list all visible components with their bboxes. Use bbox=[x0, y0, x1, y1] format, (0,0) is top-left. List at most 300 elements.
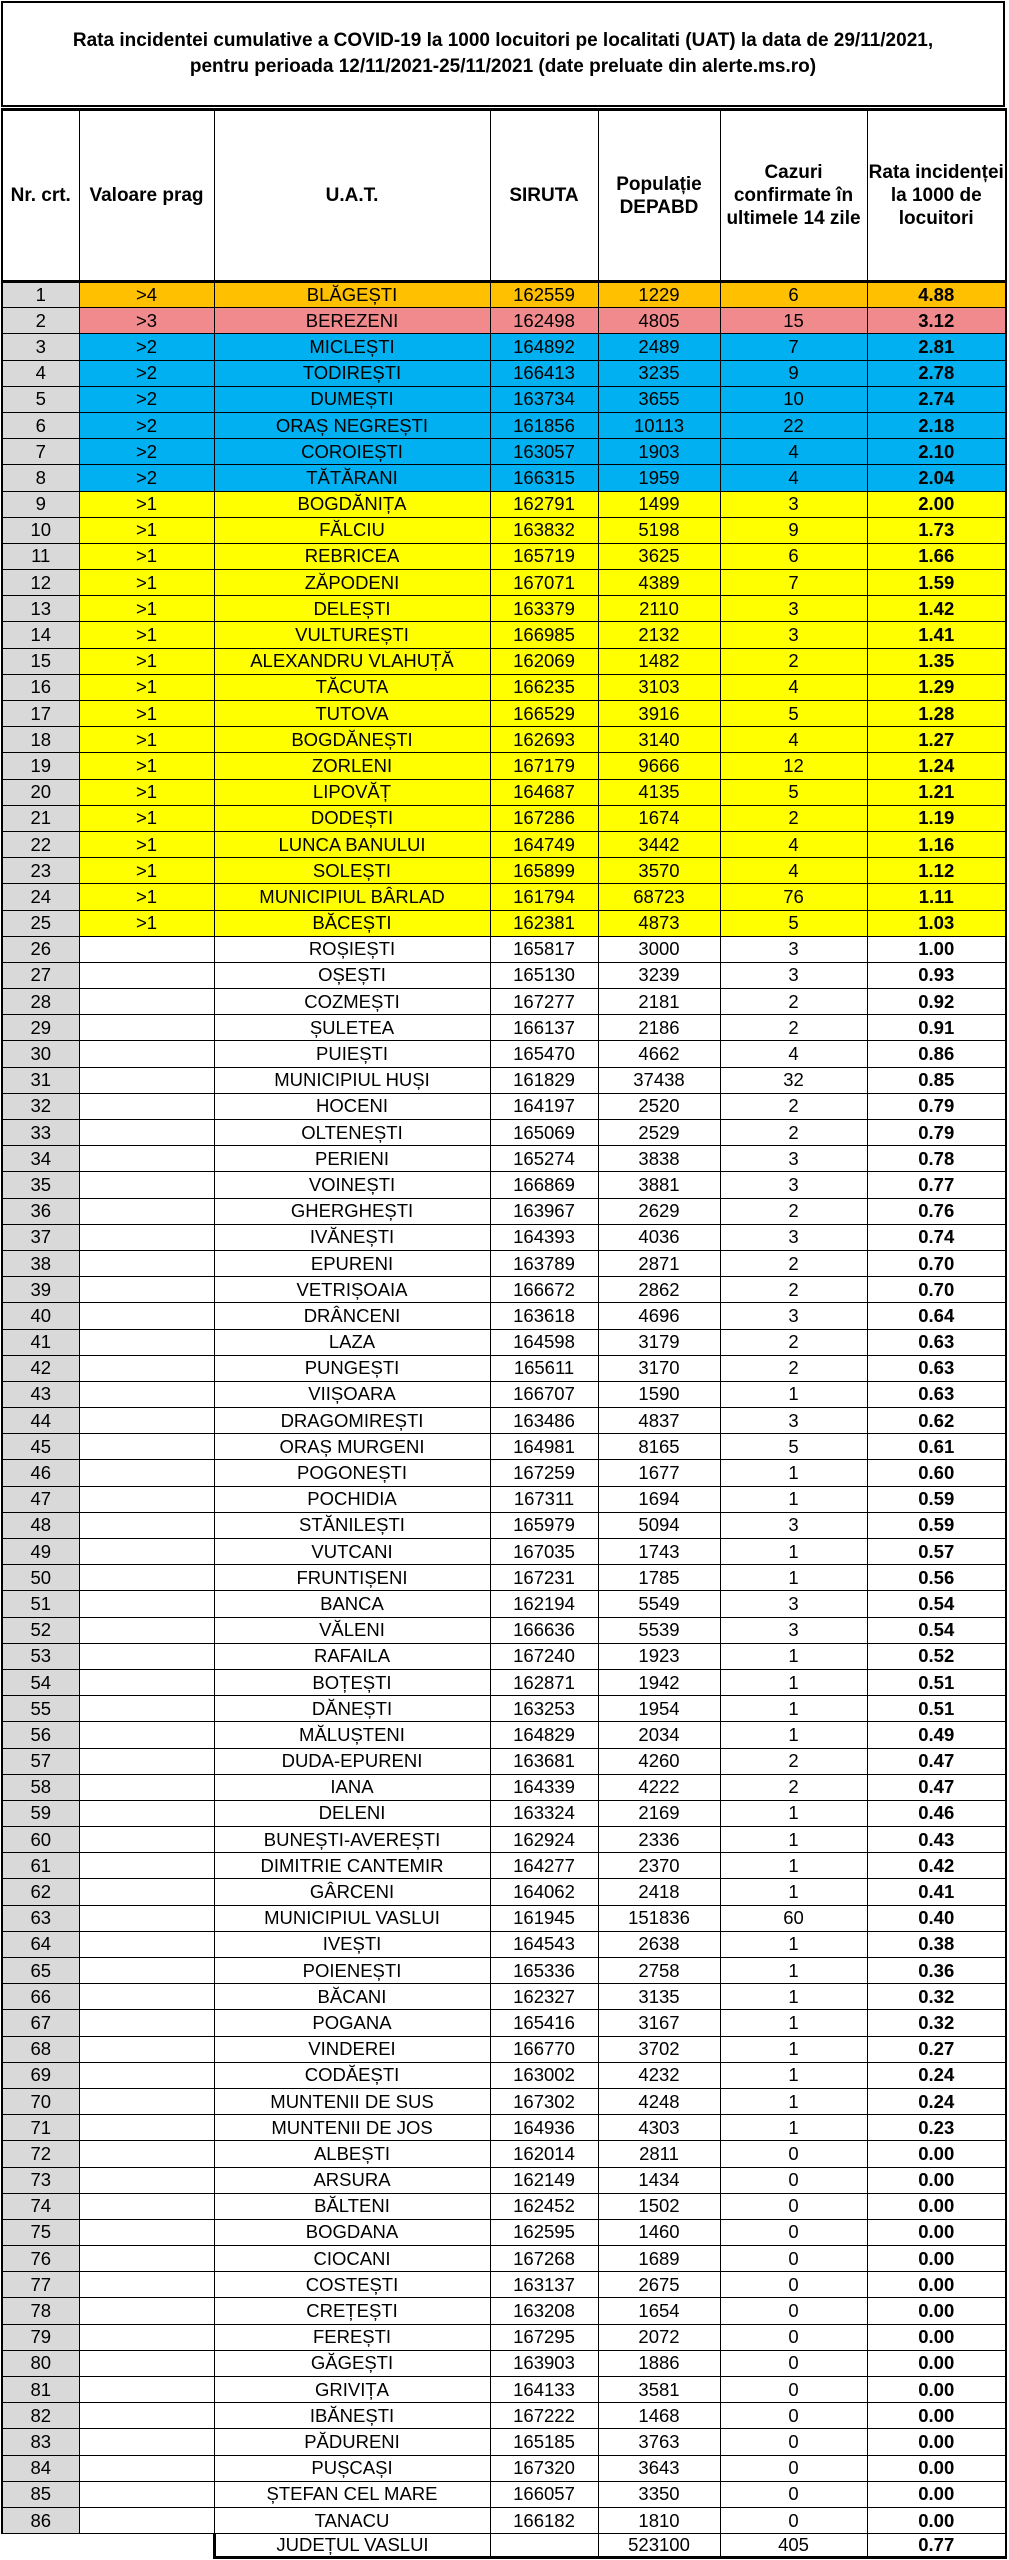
row-populatie: 2072 bbox=[598, 2324, 720, 2350]
row-prag bbox=[79, 2455, 214, 2481]
row-uat: DUMEȘTI bbox=[214, 386, 490, 412]
row-rata: 0.79 bbox=[867, 1120, 1006, 1146]
table-row bbox=[2, 386, 1006, 412]
row-nr: 70 bbox=[2, 2088, 79, 2114]
row-cazuri: 7 bbox=[720, 334, 867, 360]
row-prag: >1 bbox=[79, 779, 214, 805]
row-siruta: 167320 bbox=[490, 2455, 598, 2481]
row-nr: 22 bbox=[2, 831, 79, 857]
table-row bbox=[2, 1565, 1006, 1591]
row-rata: 0.00 bbox=[867, 2350, 1006, 2376]
row-uat: FĂLCIU bbox=[214, 517, 490, 543]
table-row bbox=[2, 1329, 1006, 1355]
row-cazuri: 0 bbox=[720, 2141, 867, 2167]
row-populatie: 3838 bbox=[598, 1146, 720, 1172]
row-cazuri: 0 bbox=[720, 2193, 867, 2219]
row-siruta: 162149 bbox=[490, 2167, 598, 2193]
row-siruta: 164598 bbox=[490, 1329, 598, 1355]
row-siruta: 166315 bbox=[490, 465, 598, 491]
table-row bbox=[2, 2377, 1006, 2403]
row-cazuri: 1 bbox=[720, 1800, 867, 1826]
row-prag bbox=[79, 2403, 214, 2429]
row-nr: 24 bbox=[2, 884, 79, 910]
row-nr: 1 bbox=[2, 282, 79, 308]
row-cazuri: 1 bbox=[720, 1853, 867, 1879]
row-uat: CREȚEȘTI bbox=[214, 2298, 490, 2324]
row-rata: 0.54 bbox=[867, 1591, 1006, 1617]
row-rata: 1.24 bbox=[867, 753, 1006, 779]
row-uat: PERIENI bbox=[214, 1146, 490, 1172]
row-cazuri: 1 bbox=[720, 2088, 867, 2114]
row-prag bbox=[79, 1512, 214, 1538]
table-row bbox=[2, 962, 1006, 988]
table-row bbox=[2, 1512, 1006, 1538]
row-prag bbox=[79, 1879, 214, 1905]
row-rata: 0.49 bbox=[867, 1722, 1006, 1748]
row-uat: BUNEȘTI-AVEREȘTI bbox=[214, 1827, 490, 1853]
row-siruta: 162327 bbox=[490, 1984, 598, 2010]
row-cazuri: 0 bbox=[720, 2481, 867, 2507]
row-siruta: 165069 bbox=[490, 1120, 598, 1146]
row-nr: 86 bbox=[2, 2507, 79, 2533]
row-uat: EPURENI bbox=[214, 1250, 490, 1276]
row-uat: PUNGEȘTI bbox=[214, 1355, 490, 1381]
total-empty-1 bbox=[2, 2534, 79, 2558]
row-prag bbox=[79, 1984, 214, 2010]
row-cazuri: 22 bbox=[720, 412, 867, 438]
row-nr: 6 bbox=[2, 412, 79, 438]
row-uat: CODĂEȘTI bbox=[214, 2062, 490, 2088]
row-uat: BOGDĂNEȘTI bbox=[214, 727, 490, 753]
row-populatie: 1460 bbox=[598, 2219, 720, 2245]
row-uat: POGONEȘTI bbox=[214, 1460, 490, 1486]
row-prag: >3 bbox=[79, 308, 214, 334]
row-cazuri: 2 bbox=[720, 805, 867, 831]
table-row bbox=[2, 1303, 1006, 1329]
row-siruta: 162381 bbox=[490, 910, 598, 936]
row-rata: 0.32 bbox=[867, 2010, 1006, 2036]
row-rata: 0.00 bbox=[867, 2324, 1006, 2350]
row-prag bbox=[79, 2429, 214, 2455]
row-populatie: 1743 bbox=[598, 1539, 720, 1565]
row-prag bbox=[79, 1958, 214, 1984]
row-uat: TANACU bbox=[214, 2507, 490, 2533]
row-uat: COZMEȘTI bbox=[214, 989, 490, 1015]
row-nr: 55 bbox=[2, 1696, 79, 1722]
row-nr: 62 bbox=[2, 1879, 79, 1905]
row-populatie: 3655 bbox=[598, 386, 720, 412]
row-prag bbox=[79, 1486, 214, 1512]
row-populatie: 2034 bbox=[598, 1722, 720, 1748]
row-rata: 4.88 bbox=[867, 282, 1006, 308]
row-populatie: 1959 bbox=[598, 465, 720, 491]
row-rata: 1.27 bbox=[867, 727, 1006, 753]
row-cazuri: 76 bbox=[720, 884, 867, 910]
row-nr: 67 bbox=[2, 2010, 79, 2036]
row-nr: 37 bbox=[2, 1224, 79, 1250]
row-siruta: 164062 bbox=[490, 1879, 598, 1905]
row-siruta: 167071 bbox=[490, 570, 598, 596]
row-uat: VULTUREȘTI bbox=[214, 622, 490, 648]
row-rata: 0.64 bbox=[867, 1303, 1006, 1329]
table-body bbox=[2, 282, 1006, 2534]
row-cazuri: 1 bbox=[720, 1565, 867, 1591]
row-uat: BEREZENI bbox=[214, 308, 490, 334]
row-prag: >1 bbox=[79, 858, 214, 884]
row-uat: COROIEȘTI bbox=[214, 439, 490, 465]
row-populatie: 3179 bbox=[598, 1329, 720, 1355]
row-populatie: 3643 bbox=[598, 2455, 720, 2481]
row-prag bbox=[79, 1722, 214, 1748]
row-siruta: 162559 bbox=[490, 282, 598, 308]
row-rata: 1.59 bbox=[867, 570, 1006, 596]
row-rata: 0.63 bbox=[867, 1329, 1006, 1355]
row-prag bbox=[79, 1146, 214, 1172]
row-populatie: 3350 bbox=[598, 2481, 720, 2507]
table-row bbox=[2, 543, 1006, 569]
row-nr: 13 bbox=[2, 596, 79, 622]
row-siruta: 166235 bbox=[490, 674, 598, 700]
row-nr: 65 bbox=[2, 1958, 79, 1984]
row-nr: 25 bbox=[2, 910, 79, 936]
row-rata: 0.43 bbox=[867, 1827, 1006, 1853]
row-rata: 0.60 bbox=[867, 1460, 1006, 1486]
row-prag bbox=[79, 2141, 214, 2167]
row-cazuri: 0 bbox=[720, 2167, 867, 2193]
table-row bbox=[2, 491, 1006, 517]
row-populatie: 2169 bbox=[598, 1800, 720, 1826]
row-siruta: 162924 bbox=[490, 1827, 598, 1853]
row-cazuri: 1 bbox=[720, 2036, 867, 2062]
row-siruta: 164981 bbox=[490, 1434, 598, 1460]
row-siruta: 165817 bbox=[490, 936, 598, 962]
row-nr: 23 bbox=[2, 858, 79, 884]
row-siruta: 166707 bbox=[490, 1381, 598, 1407]
row-rata: 0.42 bbox=[867, 1853, 1006, 1879]
row-populatie: 3625 bbox=[598, 543, 720, 569]
row-cazuri: 1 bbox=[720, 1696, 867, 1722]
row-populatie: 4837 bbox=[598, 1408, 720, 1434]
row-rata: 1.11 bbox=[867, 884, 1006, 910]
row-prag bbox=[79, 2507, 214, 2533]
row-nr: 17 bbox=[2, 701, 79, 727]
row-populatie: 4036 bbox=[598, 1224, 720, 1250]
row-prag bbox=[79, 2062, 214, 2088]
row-siruta: 167268 bbox=[490, 2246, 598, 2272]
row-prag: >2 bbox=[79, 439, 214, 465]
table-row bbox=[2, 2455, 1006, 2481]
table-row bbox=[2, 2481, 1006, 2507]
table-row bbox=[2, 2403, 1006, 2429]
row-siruta: 167179 bbox=[490, 753, 598, 779]
header-prag: Valoare prag bbox=[79, 110, 214, 282]
row-cazuri: 5 bbox=[720, 910, 867, 936]
row-populatie: 2871 bbox=[598, 1250, 720, 1276]
row-rata: 0.63 bbox=[867, 1381, 1006, 1407]
row-rata: 0.00 bbox=[867, 2141, 1006, 2167]
table-row bbox=[2, 1696, 1006, 1722]
row-siruta: 163681 bbox=[490, 1748, 598, 1774]
row-uat: ZĂPODENI bbox=[214, 570, 490, 596]
row-uat: MUNTENII DE JOS bbox=[214, 2115, 490, 2141]
table-row bbox=[2, 910, 1006, 936]
row-nr: 26 bbox=[2, 936, 79, 962]
row-prag bbox=[79, 1329, 214, 1355]
table-row bbox=[2, 1643, 1006, 1669]
row-nr: 14 bbox=[2, 622, 79, 648]
row-nr: 57 bbox=[2, 1748, 79, 1774]
row-populatie: 37438 bbox=[598, 1067, 720, 1093]
row-cazuri: 9 bbox=[720, 517, 867, 543]
row-prag bbox=[79, 1696, 214, 1722]
table-row bbox=[2, 701, 1006, 727]
row-nr: 9 bbox=[2, 491, 79, 517]
row-rata: 0.00 bbox=[867, 2246, 1006, 2272]
row-prag bbox=[79, 1827, 214, 1853]
row-rata: 0.36 bbox=[867, 1958, 1006, 1984]
row-nr: 54 bbox=[2, 1669, 79, 1695]
row-cazuri: 2 bbox=[720, 1120, 867, 1146]
row-rata: 0.91 bbox=[867, 1015, 1006, 1041]
row-nr: 49 bbox=[2, 1539, 79, 1565]
table-row bbox=[2, 308, 1006, 334]
table-title bbox=[1, 1, 1005, 107]
row-cazuri: 0 bbox=[720, 2272, 867, 2298]
row-uat: BOȚEȘTI bbox=[214, 1669, 490, 1695]
row-uat: PUIEȘTI bbox=[214, 1041, 490, 1067]
title-line-2: pentru perioada 12/11/2021-25/11/2021 (date preluate din alerte.ms.ro) bbox=[189, 56, 817, 77]
row-nr: 20 bbox=[2, 779, 79, 805]
row-populatie: 3881 bbox=[598, 1172, 720, 1198]
row-uat: DODEȘTI bbox=[214, 805, 490, 831]
row-prag bbox=[79, 1224, 214, 1250]
table-row bbox=[2, 1853, 1006, 1879]
row-nr: 4 bbox=[2, 360, 79, 386]
row-populatie: 4222 bbox=[598, 1774, 720, 1800]
row-cazuri: 1 bbox=[720, 1879, 867, 1905]
row-nr: 31 bbox=[2, 1067, 79, 1093]
row-nr: 28 bbox=[2, 989, 79, 1015]
row-prag: >1 bbox=[79, 491, 214, 517]
row-nr: 36 bbox=[2, 1198, 79, 1224]
row-populatie: 3170 bbox=[598, 1355, 720, 1381]
row-prag bbox=[79, 989, 214, 1015]
row-cazuri: 1 bbox=[720, 2115, 867, 2141]
row-prag: >1 bbox=[79, 805, 214, 831]
row-populatie: 3000 bbox=[598, 936, 720, 962]
row-populatie: 4873 bbox=[598, 910, 720, 936]
row-uat: MUNTENII DE SUS bbox=[214, 2088, 490, 2114]
row-siruta: 163832 bbox=[490, 517, 598, 543]
table-row bbox=[2, 805, 1006, 831]
row-siruta: 167231 bbox=[490, 1565, 598, 1591]
table-row bbox=[2, 1093, 1006, 1119]
row-rata: 2.10 bbox=[867, 439, 1006, 465]
row-nr: 69 bbox=[2, 2062, 79, 2088]
row-cazuri: 0 bbox=[720, 2298, 867, 2324]
row-nr: 32 bbox=[2, 1093, 79, 1119]
row-rata: 0.38 bbox=[867, 1931, 1006, 1957]
row-prag bbox=[79, 936, 214, 962]
table-row bbox=[2, 727, 1006, 753]
row-rata: 1.21 bbox=[867, 779, 1006, 805]
row-prag: >2 bbox=[79, 465, 214, 491]
row-uat: ȘULETEA bbox=[214, 1015, 490, 1041]
row-uat: MUNICIPIUL HUȘI bbox=[214, 1067, 490, 1093]
table-row bbox=[2, 1224, 1006, 1250]
row-rata: 0.70 bbox=[867, 1277, 1006, 1303]
row-nr: 58 bbox=[2, 1774, 79, 1800]
row-siruta: 162498 bbox=[490, 308, 598, 334]
row-cazuri: 4 bbox=[720, 727, 867, 753]
row-siruta: 162693 bbox=[490, 727, 598, 753]
row-populatie: 3239 bbox=[598, 962, 720, 988]
row-populatie: 3916 bbox=[598, 701, 720, 727]
row-cazuri: 3 bbox=[720, 1512, 867, 1538]
row-cazuri: 1 bbox=[720, 1381, 867, 1407]
row-nr: 68 bbox=[2, 2036, 79, 2062]
row-prag: >1 bbox=[79, 701, 214, 727]
row-siruta: 161829 bbox=[490, 1067, 598, 1093]
row-rata: 0.00 bbox=[867, 2377, 1006, 2403]
row-siruta: 167240 bbox=[490, 1643, 598, 1669]
row-rata: 0.00 bbox=[867, 2507, 1006, 2533]
row-nr: 30 bbox=[2, 1041, 79, 1067]
row-nr: 35 bbox=[2, 1172, 79, 1198]
row-nr: 43 bbox=[2, 1381, 79, 1407]
row-rata: 0.54 bbox=[867, 1617, 1006, 1643]
row-prag bbox=[79, 1408, 214, 1434]
table-row bbox=[2, 753, 1006, 779]
row-nr: 39 bbox=[2, 1277, 79, 1303]
table-row bbox=[2, 858, 1006, 884]
row-cazuri: 60 bbox=[720, 1905, 867, 1931]
row-prag: >1 bbox=[79, 517, 214, 543]
row-cazuri: 4 bbox=[720, 858, 867, 884]
row-populatie: 5094 bbox=[598, 1512, 720, 1538]
row-prag bbox=[79, 2272, 214, 2298]
row-nr: 44 bbox=[2, 1408, 79, 1434]
row-uat: MUNICIPIUL VASLUI bbox=[214, 1905, 490, 1931]
row-cazuri: 0 bbox=[720, 2403, 867, 2429]
row-uat: PĂDURENI bbox=[214, 2429, 490, 2455]
table-row bbox=[2, 1015, 1006, 1041]
row-uat: IBĂNEȘTI bbox=[214, 2403, 490, 2429]
row-prag bbox=[79, 2010, 214, 2036]
row-uat: RAFAILA bbox=[214, 1643, 490, 1669]
row-nr: 77 bbox=[2, 2272, 79, 2298]
table-row bbox=[2, 2115, 1006, 2141]
row-rata: 0.59 bbox=[867, 1512, 1006, 1538]
row-cazuri: 2 bbox=[720, 1748, 867, 1774]
row-prag bbox=[79, 2377, 214, 2403]
row-rata: 0.59 bbox=[867, 1486, 1006, 1512]
row-populatie: 1954 bbox=[598, 1696, 720, 1722]
row-uat: POIENEȘTI bbox=[214, 1958, 490, 1984]
row-nr: 38 bbox=[2, 1250, 79, 1276]
row-siruta: 163208 bbox=[490, 2298, 598, 2324]
row-rata: 0.76 bbox=[867, 1198, 1006, 1224]
row-uat: IVĂNEȘTI bbox=[214, 1224, 490, 1250]
row-uat: FRUNTIȘENI bbox=[214, 1565, 490, 1591]
row-siruta: 165611 bbox=[490, 1355, 598, 1381]
table-row bbox=[2, 2088, 1006, 2114]
row-siruta: 165130 bbox=[490, 962, 598, 988]
table-row bbox=[2, 1827, 1006, 1853]
row-rata: 0.00 bbox=[867, 2455, 1006, 2481]
row-cazuri: 4 bbox=[720, 831, 867, 857]
row-prag bbox=[79, 2298, 214, 2324]
row-rata: 0.00 bbox=[867, 2219, 1006, 2245]
row-siruta: 167035 bbox=[490, 1539, 598, 1565]
row-populatie: 1590 bbox=[598, 1381, 720, 1407]
row-populatie: 1886 bbox=[598, 2350, 720, 2376]
total-siruta bbox=[490, 2534, 598, 2558]
row-siruta: 164829 bbox=[490, 1722, 598, 1748]
row-siruta: 163967 bbox=[490, 1198, 598, 1224]
row-siruta: 166869 bbox=[490, 1172, 598, 1198]
row-siruta: 165470 bbox=[490, 1041, 598, 1067]
row-siruta: 165979 bbox=[490, 1512, 598, 1538]
row-populatie: 10113 bbox=[598, 412, 720, 438]
row-prag bbox=[79, 2193, 214, 2219]
row-siruta: 163903 bbox=[490, 2350, 598, 2376]
table-row bbox=[2, 622, 1006, 648]
row-rata: 0.93 bbox=[867, 962, 1006, 988]
row-siruta: 165899 bbox=[490, 858, 598, 884]
row-populatie: 1677 bbox=[598, 1460, 720, 1486]
table-row bbox=[2, 1172, 1006, 1198]
row-uat: SOLEȘTI bbox=[214, 858, 490, 884]
row-populatie: 2186 bbox=[598, 1015, 720, 1041]
row-prag bbox=[79, 1748, 214, 1774]
table-row bbox=[2, 334, 1006, 360]
row-uat: IVEȘTI bbox=[214, 1931, 490, 1957]
row-uat: OȘEȘTI bbox=[214, 962, 490, 988]
row-siruta: 164936 bbox=[490, 2115, 598, 2141]
row-uat: POCHIDIA bbox=[214, 1486, 490, 1512]
row-prag: >1 bbox=[79, 543, 214, 569]
row-siruta: 166057 bbox=[490, 2481, 598, 2507]
table-row bbox=[2, 1408, 1006, 1434]
row-uat: VUTCANI bbox=[214, 1539, 490, 1565]
row-prag bbox=[79, 1041, 214, 1067]
row-cazuri: 2 bbox=[720, 1355, 867, 1381]
row-cazuri: 0 bbox=[720, 2324, 867, 2350]
table-row bbox=[2, 596, 1006, 622]
row-uat: GĂGEȘTI bbox=[214, 2350, 490, 2376]
row-prag: >1 bbox=[79, 727, 214, 753]
row-uat: MUNICIPIUL BÂRLAD bbox=[214, 884, 490, 910]
row-nr: 52 bbox=[2, 1617, 79, 1643]
total-label: JUDEȚUL VASLUI bbox=[214, 2534, 490, 2558]
row-populatie: 5539 bbox=[598, 1617, 720, 1643]
row-populatie: 2181 bbox=[598, 989, 720, 1015]
row-prag bbox=[79, 1067, 214, 1093]
row-nr: 79 bbox=[2, 2324, 79, 2350]
table-row bbox=[2, 1669, 1006, 1695]
row-uat: CIOCANI bbox=[214, 2246, 490, 2272]
row-uat: VOINEȘTI bbox=[214, 1172, 490, 1198]
row-rata: 2.78 bbox=[867, 360, 1006, 386]
row-prag bbox=[79, 1172, 214, 1198]
row-siruta: 163253 bbox=[490, 1696, 598, 1722]
table-row bbox=[2, 2062, 1006, 2088]
row-siruta: 164197 bbox=[490, 1093, 598, 1119]
row-rata: 0.32 bbox=[867, 1984, 1006, 2010]
row-rata: 0.70 bbox=[867, 1250, 1006, 1276]
row-prag: >1 bbox=[79, 753, 214, 779]
